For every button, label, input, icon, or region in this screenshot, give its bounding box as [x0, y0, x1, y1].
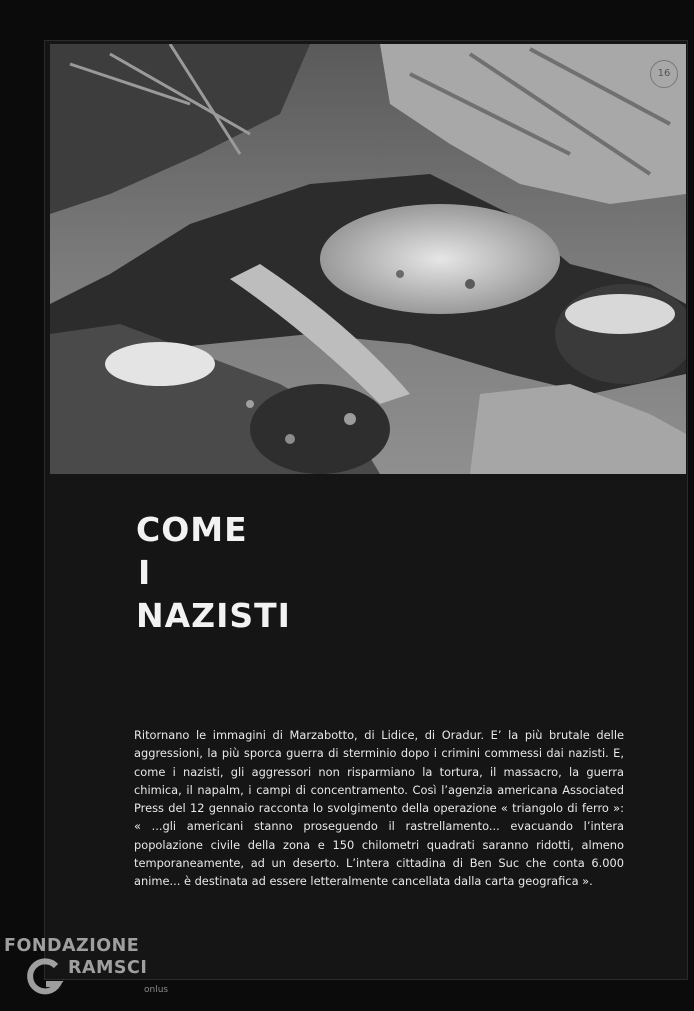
watermark-onlus: onlus — [144, 985, 169, 995]
watermark-line-2: RAMSCI — [68, 958, 148, 978]
headline-line-3: NAZISTI — [136, 596, 291, 635]
fondazione-gramsci-watermark — [4, 936, 184, 1006]
war-photograph — [50, 44, 686, 474]
photo-image — [50, 44, 686, 474]
magazine-page — [44, 40, 688, 980]
article-body: Ritornano le immagini di Marzabotto, di Lidice, di Oradur. E’ la più brutale delle aggressioni, la più sporca guerra di sterminio dopo i crimini commessi dai nazisti. E, come i nazisti, gli aggressori non risparmiano la tortura, il massacro, la guerra chimica, il napalm, i campi di concentramento. Così l’agenzia americana Associated Press del 12 gennaio racconta lo svolgimento della operazione « triangolo di ferro »: « ...gli americani stanno proseguendo il rastrellamento... evacuando l’intera popolazione civile della zona e 150 chilometri quadrati saranno ridotti, almeno temporaneamente, ad un deserto. L’intera cittadina di Ben Suc che conta 6.000 anime... è destinata ad essere letteralmente cancellata dalla carta geografica ». — [134, 728, 624, 889]
gramsci-g-logo-icon — [26, 956, 64, 996]
watermark-line-1: FONDAZIONE — [4, 936, 140, 956]
headline — [136, 508, 291, 637]
headline-line-1: COME — [136, 510, 248, 549]
headline-line-2: I — [138, 553, 152, 592]
page-number-stamp: 16 — [650, 60, 678, 88]
